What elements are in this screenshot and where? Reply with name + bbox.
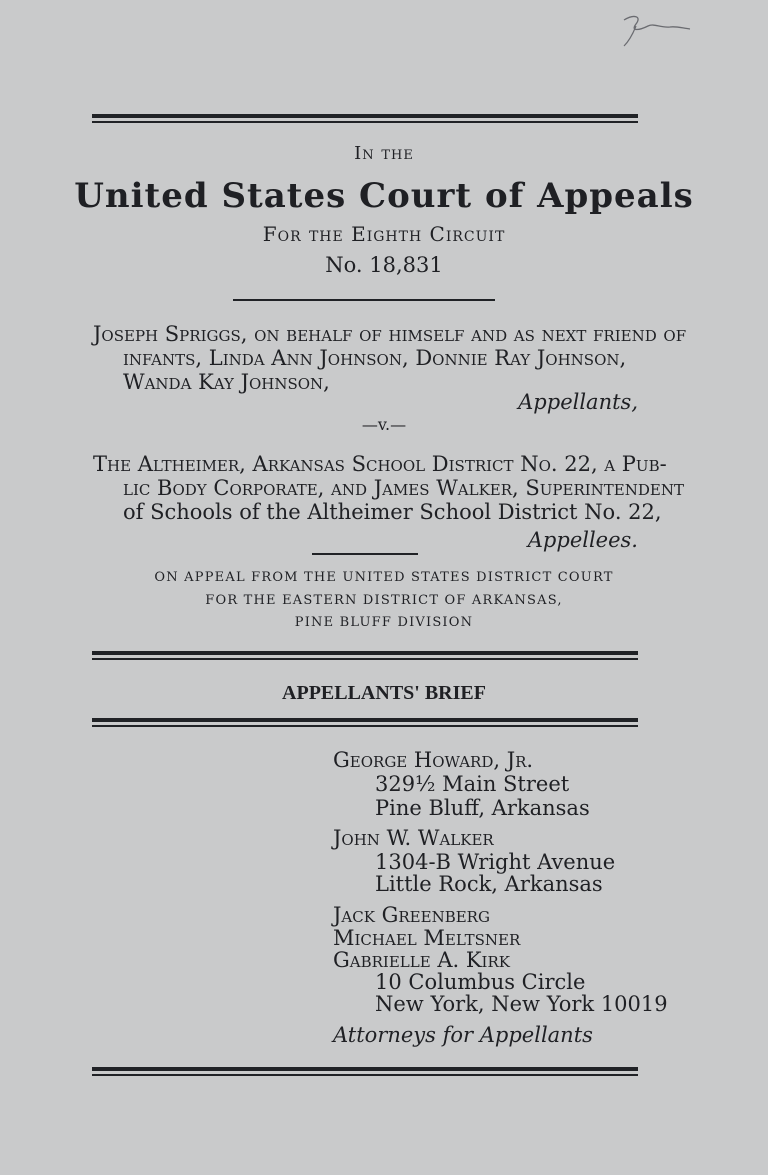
appellees-line-1: The Altheimer, Arkansas School District No. 22, a Pub-: [93, 452, 667, 476]
in-the-label: In the: [354, 143, 414, 164]
attorney-3-address-2: New York, New York 10019: [375, 992, 668, 1016]
attorney-1-name: George Howard, Jr.: [333, 748, 534, 772]
title-bottom-double-rule: [92, 718, 638, 727]
attorneys-role: Attorneys for Appellants: [333, 1023, 593, 1047]
attorney-3-name: Jack Greenberg: [333, 903, 490, 927]
attorney-5-name: Gabrielle A. Kirk: [333, 948, 510, 972]
attorney-4-name: Michael Meltsner: [333, 926, 521, 950]
appeal-from-line-2: FOR THE EASTERN DISTRICT OF ARKANSAS,: [205, 593, 563, 608]
circuit-label: For the Eighth Circuit: [262, 222, 506, 246]
appellants-line-1: Joseph Spriggs, on behalf of himself and as next friend of: [93, 322, 687, 346]
appellees-line-3: of Schools of the Altheimer School District No. 22,: [123, 500, 662, 524]
attorney-2-address-1: 1304-B Wright Avenue: [375, 850, 616, 874]
appellants-line-2: infants, Linda Ann Johnson, Donnie Ray Johnson,: [123, 346, 627, 370]
title-top-double-rule: [92, 651, 638, 660]
attorney-2-name: John W. Walker: [333, 826, 494, 850]
attorney-1-address-1: 329½ Main Street: [375, 772, 570, 796]
attorney-2-address-2: Little Rock, Arkansas: [375, 872, 603, 896]
header-separator-rule: [233, 299, 495, 301]
appellees-role: Appellees.: [527, 528, 638, 552]
court-name: United States Court of Appeals: [74, 176, 694, 216]
docket-number: No. 18,831: [325, 253, 443, 277]
appeal-from-line-3: PINE BLUFF DIVISION: [294, 615, 474, 630]
attorney-1-address-2: Pine Bluff, Arkansas: [375, 796, 590, 820]
appellants-line-3: Wanda Kay Johnson,: [123, 370, 330, 394]
bottom-double-rule: [92, 1067, 638, 1076]
appeal-from-line-1: ON APPEAL FROM THE UNITED STATES DISTRICT COURT: [154, 570, 614, 585]
appellees-line-2: lic Body Corporate, and James Walker, Superintendent: [123, 476, 684, 500]
top-double-rule: [92, 114, 638, 123]
appellants-role: Appellants,: [518, 390, 638, 414]
handwritten-initials-mark: [614, 12, 694, 57]
brief-title: APPELLANTS' BRIEF: [282, 682, 486, 704]
attorney-3-address-1: 10 Columbus Circle: [375, 970, 586, 994]
versus-label: —v.—: [361, 415, 407, 434]
appellees-separator-rule: [312, 553, 418, 555]
